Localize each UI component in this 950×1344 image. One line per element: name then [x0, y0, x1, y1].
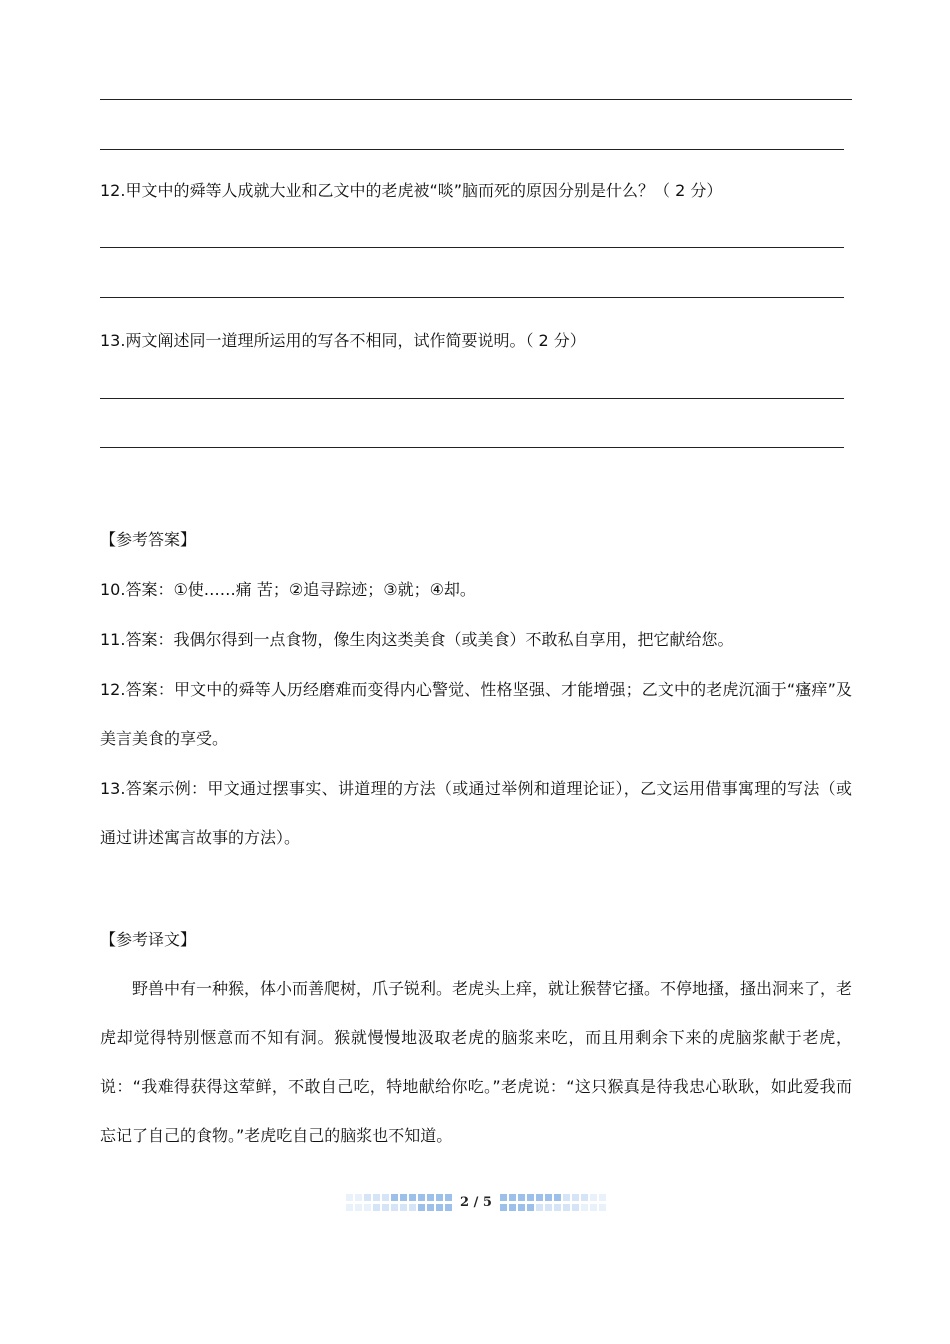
translation-body: 野兽中有一种猴，体小而善爬树，爪子锐利。老虎头上痒，就让猴替它搔。不停地搔，搔出洞来了，老虎却觉得特别惬意而不知有洞。猴就慢慢地汲取老虎的脑浆来吃，而且用剩余下来的虎脑浆献于老虎，说：“我难得获得这荤鲜，不敢自己吃，特地献给你吃。”老虎说：“这只猴真是待我忠心耿耿，如此爱我而忘记了自己的食物。”老虎吃自己的脑浆也不知道。 — [100, 979, 853, 1145]
page-number: 2 / 5 — [460, 1194, 492, 1210]
footer-decoration-right — [500, 1194, 606, 1211]
answer-12: 12.答案：甲文中的舜等人历经磨难而变得内心警觉、性格坚强、才能增强；乙文中的老虎沉湎于“瘙痒”及美言美食的享受。 — [100, 680, 852, 748]
translation-heading: 【参考译文】 — [100, 930, 197, 949]
answer-line — [100, 99, 852, 100]
answer-line — [100, 247, 844, 248]
answer-line — [100, 398, 844, 399]
answer-13: 13.答案示例：甲文通过摆事实、讲道理的方法（或通过举例和道理论证），乙文运用借事寓理的写法（或通过讲述寓言故事的方法）。 — [100, 779, 852, 847]
footer-decoration-left — [346, 1194, 452, 1211]
page-footer — [345, 1190, 607, 1214]
answer-line — [100, 447, 844, 448]
question-13: 13.两文阐述同一道理所运用的写各不相同，试作简要说明。（ 2 分） — [100, 331, 586, 350]
answers-heading: 【参考答案】 — [100, 530, 197, 549]
answer-line — [100, 297, 844, 298]
answer-11: 11.答案：我偶尔得到一点食物，像生肉这类美食（或美食）不敢私自享用，把它献给您。 — [100, 630, 734, 649]
answer-line — [100, 149, 844, 150]
question-12: 12.甲文中的舜等人成就大业和乙文中的老虎被“啖”脑而死的原因分别是什么？（ 2 分） — [100, 181, 723, 200]
answer-10: 10.答案：①使……痛 苦；②追寻踪迹；③就；④却。 — [100, 580, 476, 599]
